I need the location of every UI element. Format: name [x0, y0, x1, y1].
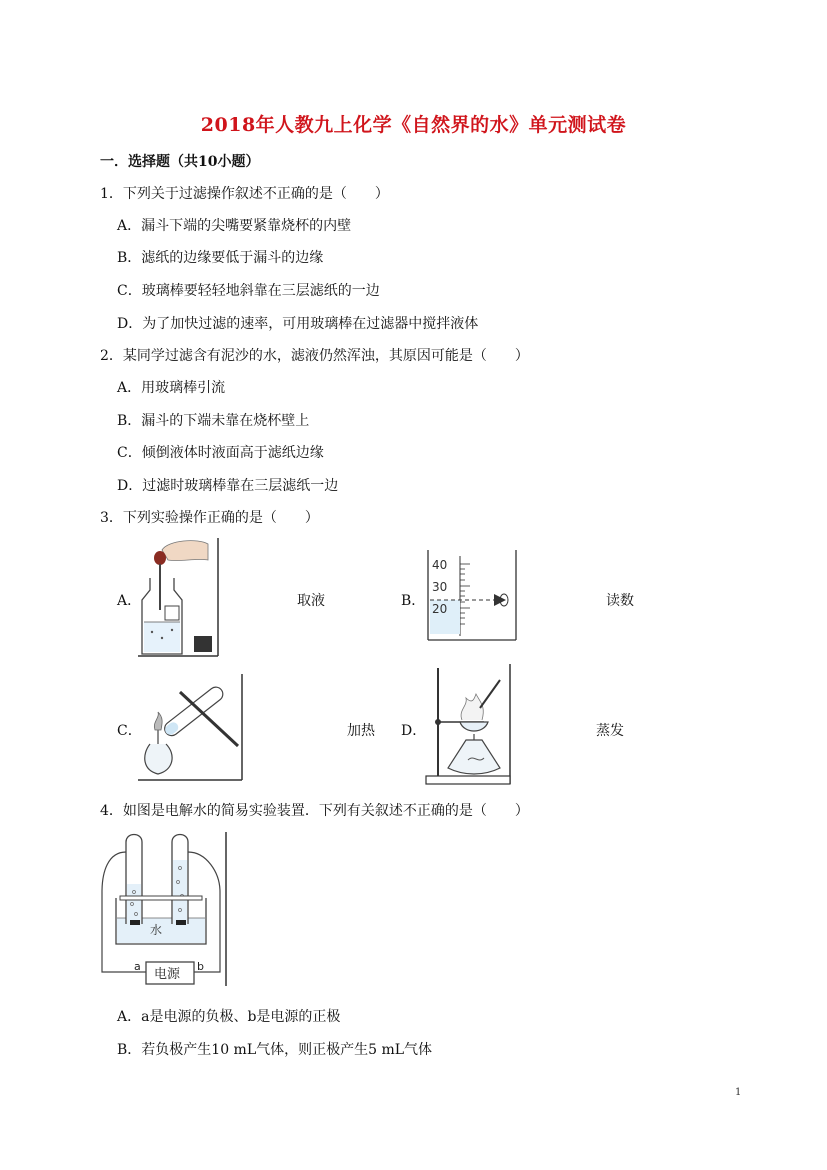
section-heading: 一．选择题（共10小题）	[100, 154, 260, 170]
power-source-label: 电源	[154, 967, 181, 982]
question-1-option-c: C．玻璃棒要轻轻地斜靠在三层滤纸的一边	[117, 283, 380, 299]
water-label: 水	[150, 923, 163, 937]
question-3-stem: 3．下列实验操作正确的是（ ）	[100, 510, 319, 526]
question-2-stem: 2．某同学过滤含有泥沙的水，滤液仍然浑浊，其原因可能是（ ）	[100, 348, 529, 364]
terminal-b-label: b	[197, 960, 204, 973]
question-3-option-b-letter: B．	[401, 593, 426, 609]
cylinder-mark-20: 20	[432, 602, 448, 616]
question-1-stem: 1．下列关于过滤操作叙述不正确的是（ ）	[100, 186, 389, 202]
terminal-a-label: a	[134, 960, 141, 973]
graduated-cylinder-figure	[424, 550, 520, 642]
cylinder-mark-30: 30	[432, 580, 448, 594]
cylinder-mark-40: 40	[432, 558, 448, 572]
question-3-option-a-caption: 取液	[297, 593, 325, 609]
question-3-option-b-caption: 读数	[606, 593, 634, 609]
question-4-option-b: B．若负极产生10 mL气体，则正极产生5 mL气体	[117, 1042, 433, 1058]
electrolysis-apparatus-figure	[98, 832, 230, 988]
question-2-option-a: A．用玻璃棒引流	[117, 380, 226, 396]
question-3-option-c-letter: C．	[117, 723, 142, 739]
page-title: 2018年人教九上化学《自然界的水》单元测试卷	[200, 114, 627, 136]
evaporation-figure	[424, 664, 514, 786]
question-4-stem: 4．如图是电解水的简易实验装置．下列有关叙述不正确的是（ ）	[100, 803, 529, 819]
question-1-option-d: D．为了加快过滤的速率，可用玻璃棒在过滤器中搅拌液体	[117, 316, 479, 332]
question-3-option-c-caption: 加热	[347, 723, 375, 739]
question-1-option-a: A．漏斗下端的尖嘴要紧靠烧杯的内壁	[117, 218, 352, 234]
question-1-option-b: B．滤纸的边缘要低于漏斗的边缘	[117, 250, 324, 266]
question-2-option-b: B．漏斗的下端未靠在烧杯壁上	[117, 413, 310, 429]
page-number: 1	[735, 1087, 742, 1098]
question-4-option-a: A．a是电源的负极、b是电源的正极	[117, 1009, 341, 1025]
question-3-option-d-letter: D．	[401, 723, 427, 739]
dropper-bottle-figure	[138, 538, 220, 658]
question-3-option-d-caption: 蒸发	[596, 723, 624, 739]
question-2-option-c: C．倾倒液体时液面高于滤纸边缘	[117, 445, 324, 461]
question-2-option-d: D．过滤时玻璃棒靠在三层滤纸一边	[117, 478, 339, 494]
test-tube-heating-figure	[138, 674, 246, 782]
question-3-option-a-letter: A．	[117, 593, 142, 609]
